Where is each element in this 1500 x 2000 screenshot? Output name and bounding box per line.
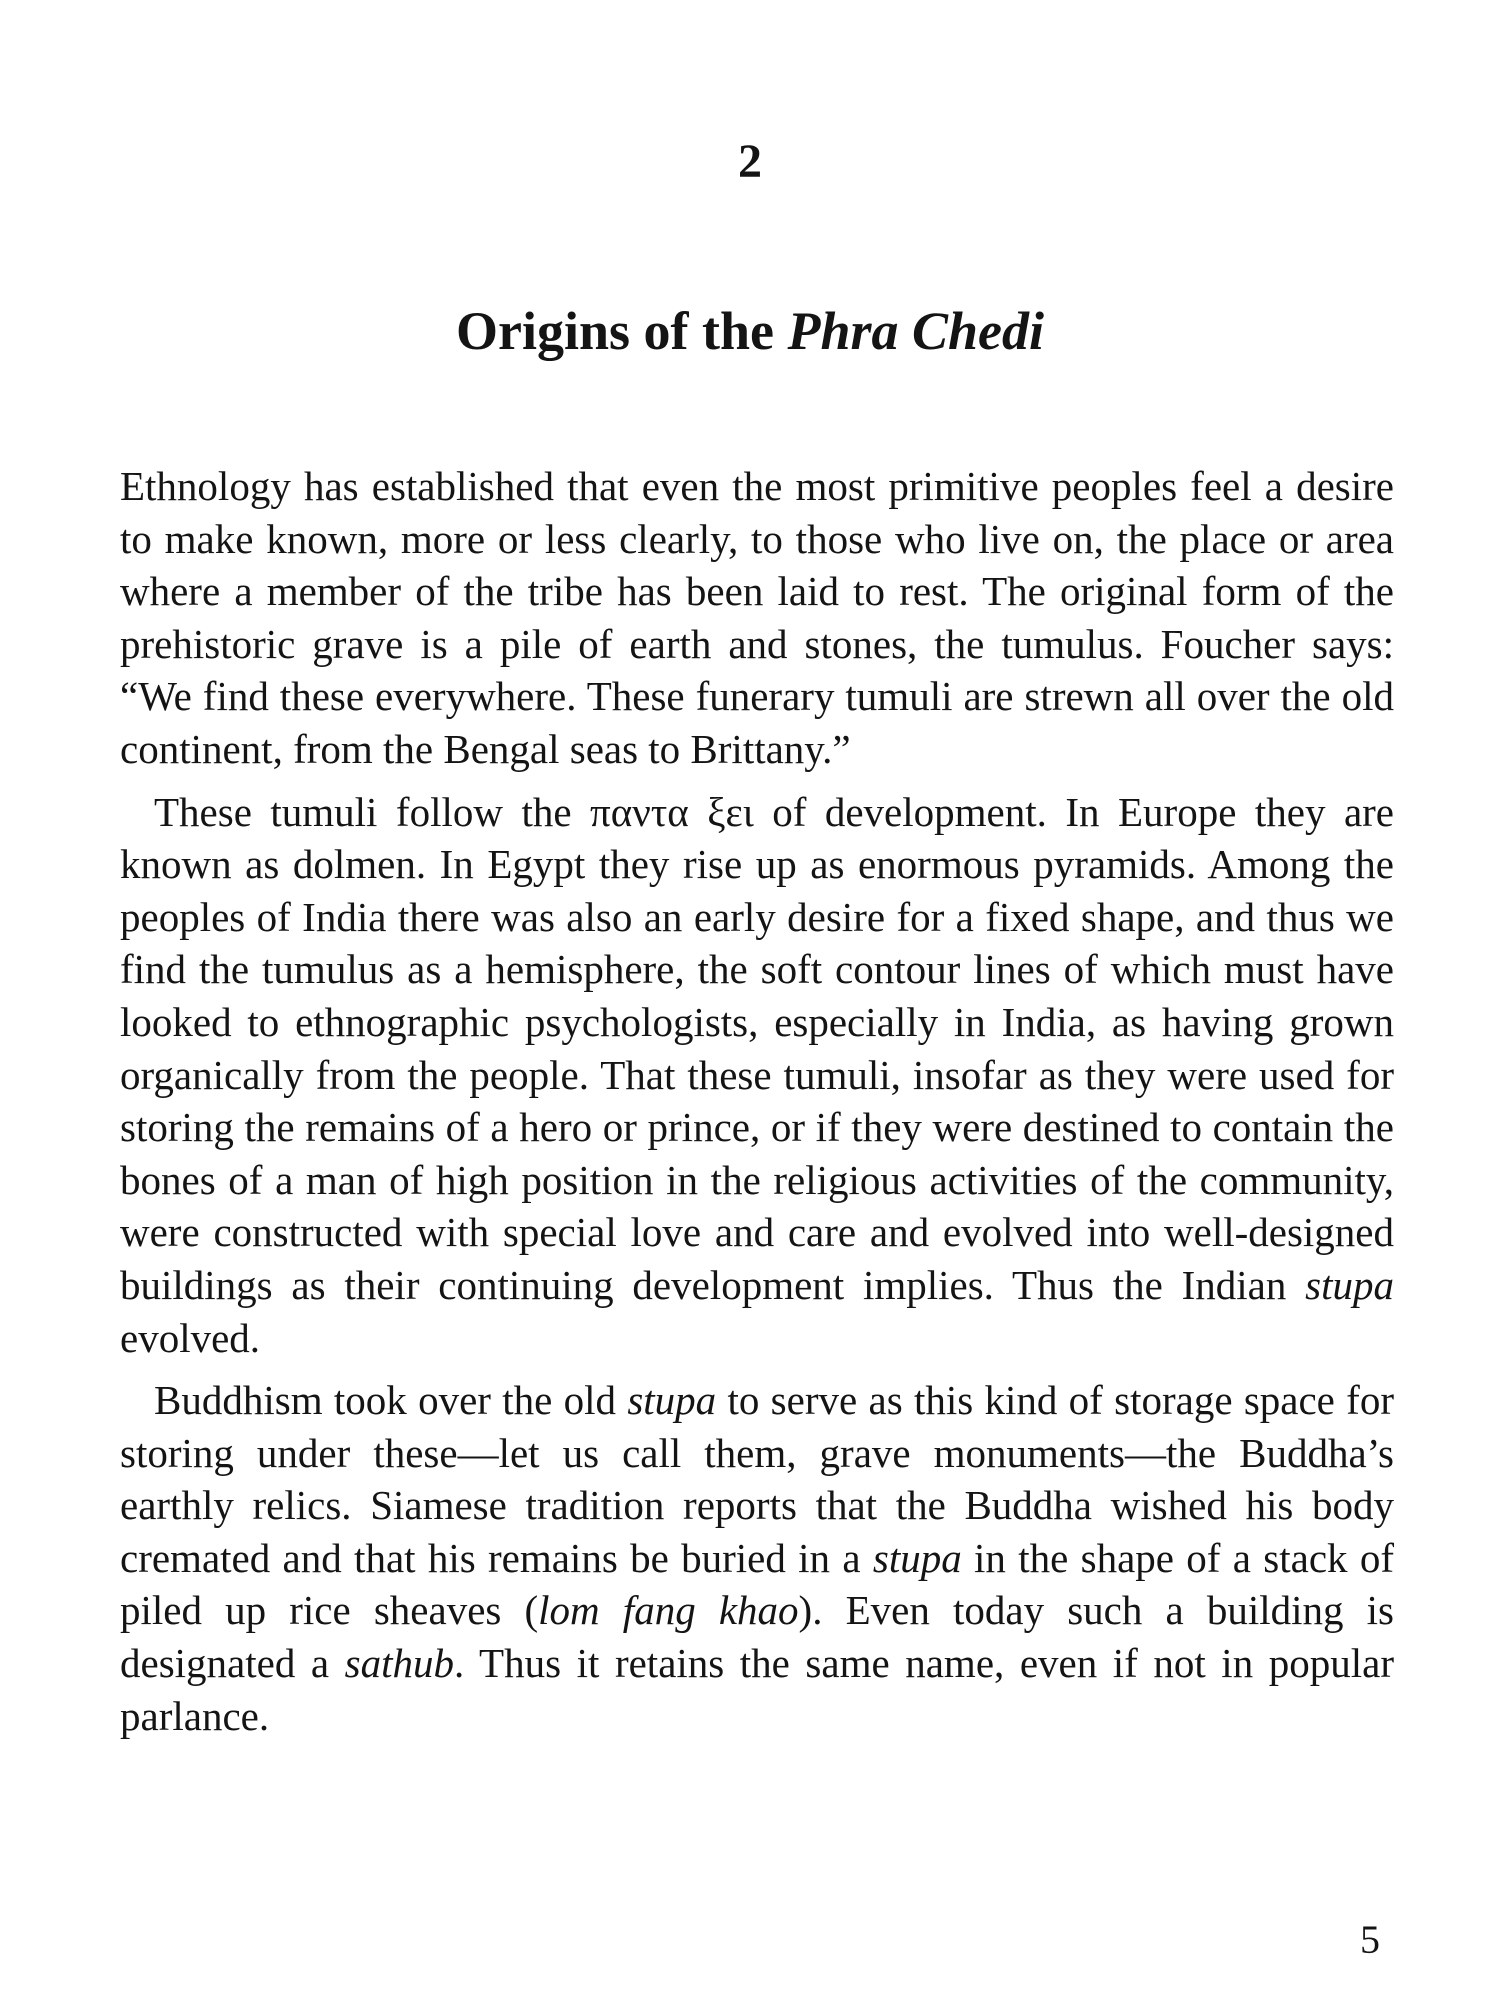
text-run: These tumuli follow the παντα ξει of development. In Europe they are known as dolmen. In Egypt they rise up as enormous pyramids. Among the peoples of India there was also an early desire for a fixed shape, and thus we find the tumulus as a hemisphere, the soft contour lines of which must have looked to ethnographic psychologists, especially in India, as having grown organically from the people. That these tumuli, insofar as they were used for storing the remains of a hero or prince, or if they were destined to contain the bones of a man of high position in the religious activities of the community, were constructed with special love and care and evolved into well-designed buildings as their continuing development implies. Thus the Indian — [120, 788, 1394, 1308]
text-run: to serve as this kind of storage space for storing under these—let us call them, grave monuments—the Buddha’s earthly relics. Siamese tradition reports that the Buddha wished his body cremated and that his remains be buried in a — [120, 1377, 1394, 1581]
text-run-italic: stupa — [627, 1377, 717, 1424]
chapter-title — [0, 301, 1500, 361]
text-run-italic: stupa — [872, 1534, 962, 1581]
text-run: . Thus it retains the same name, even if not in popular parlance. — [120, 1640, 1394, 1739]
body-text — [120, 460, 1394, 1742]
text-run: Buddhism took over the old — [154, 1377, 628, 1424]
chapter-title-italic: Phra Chedi — [787, 301, 1045, 361]
text-run: in the shape of a stack of piled up rice sheaves ( — [120, 1534, 1394, 1634]
text-run-italic: stupa — [1305, 1261, 1394, 1308]
text-run-italic: sathub — [344, 1640, 454, 1687]
text-run: ). Even today such a building is designated a — [120, 1587, 1395, 1687]
paragraph-3 — [120, 1374, 1394, 1742]
text-run: evolved. — [120, 1314, 261, 1361]
text-run-italic: lom fang khao — [538, 1587, 799, 1634]
chapter-number: 2 — [738, 135, 762, 188]
paragraph-2 — [120, 786, 1394, 1365]
text-run: Ethnology has established that even the most primitive peoples feel a desire to make known, more or less clearly, to those who live on, the place or area where a member of the tribe has been laid to rest. The original form of the prehistoric grave is a pile of earth and stones, the tumulus. Foucher says: “We find these everywhere. These funerary tumuli are strewn all over the old continent, from the Bengal seas to Brittany.” — [120, 463, 1394, 772]
paragraph-1 — [120, 460, 1394, 776]
page-number: 5 — [1360, 1917, 1380, 1962]
chapter-title-prefix: Origins of the — [455, 301, 788, 361]
